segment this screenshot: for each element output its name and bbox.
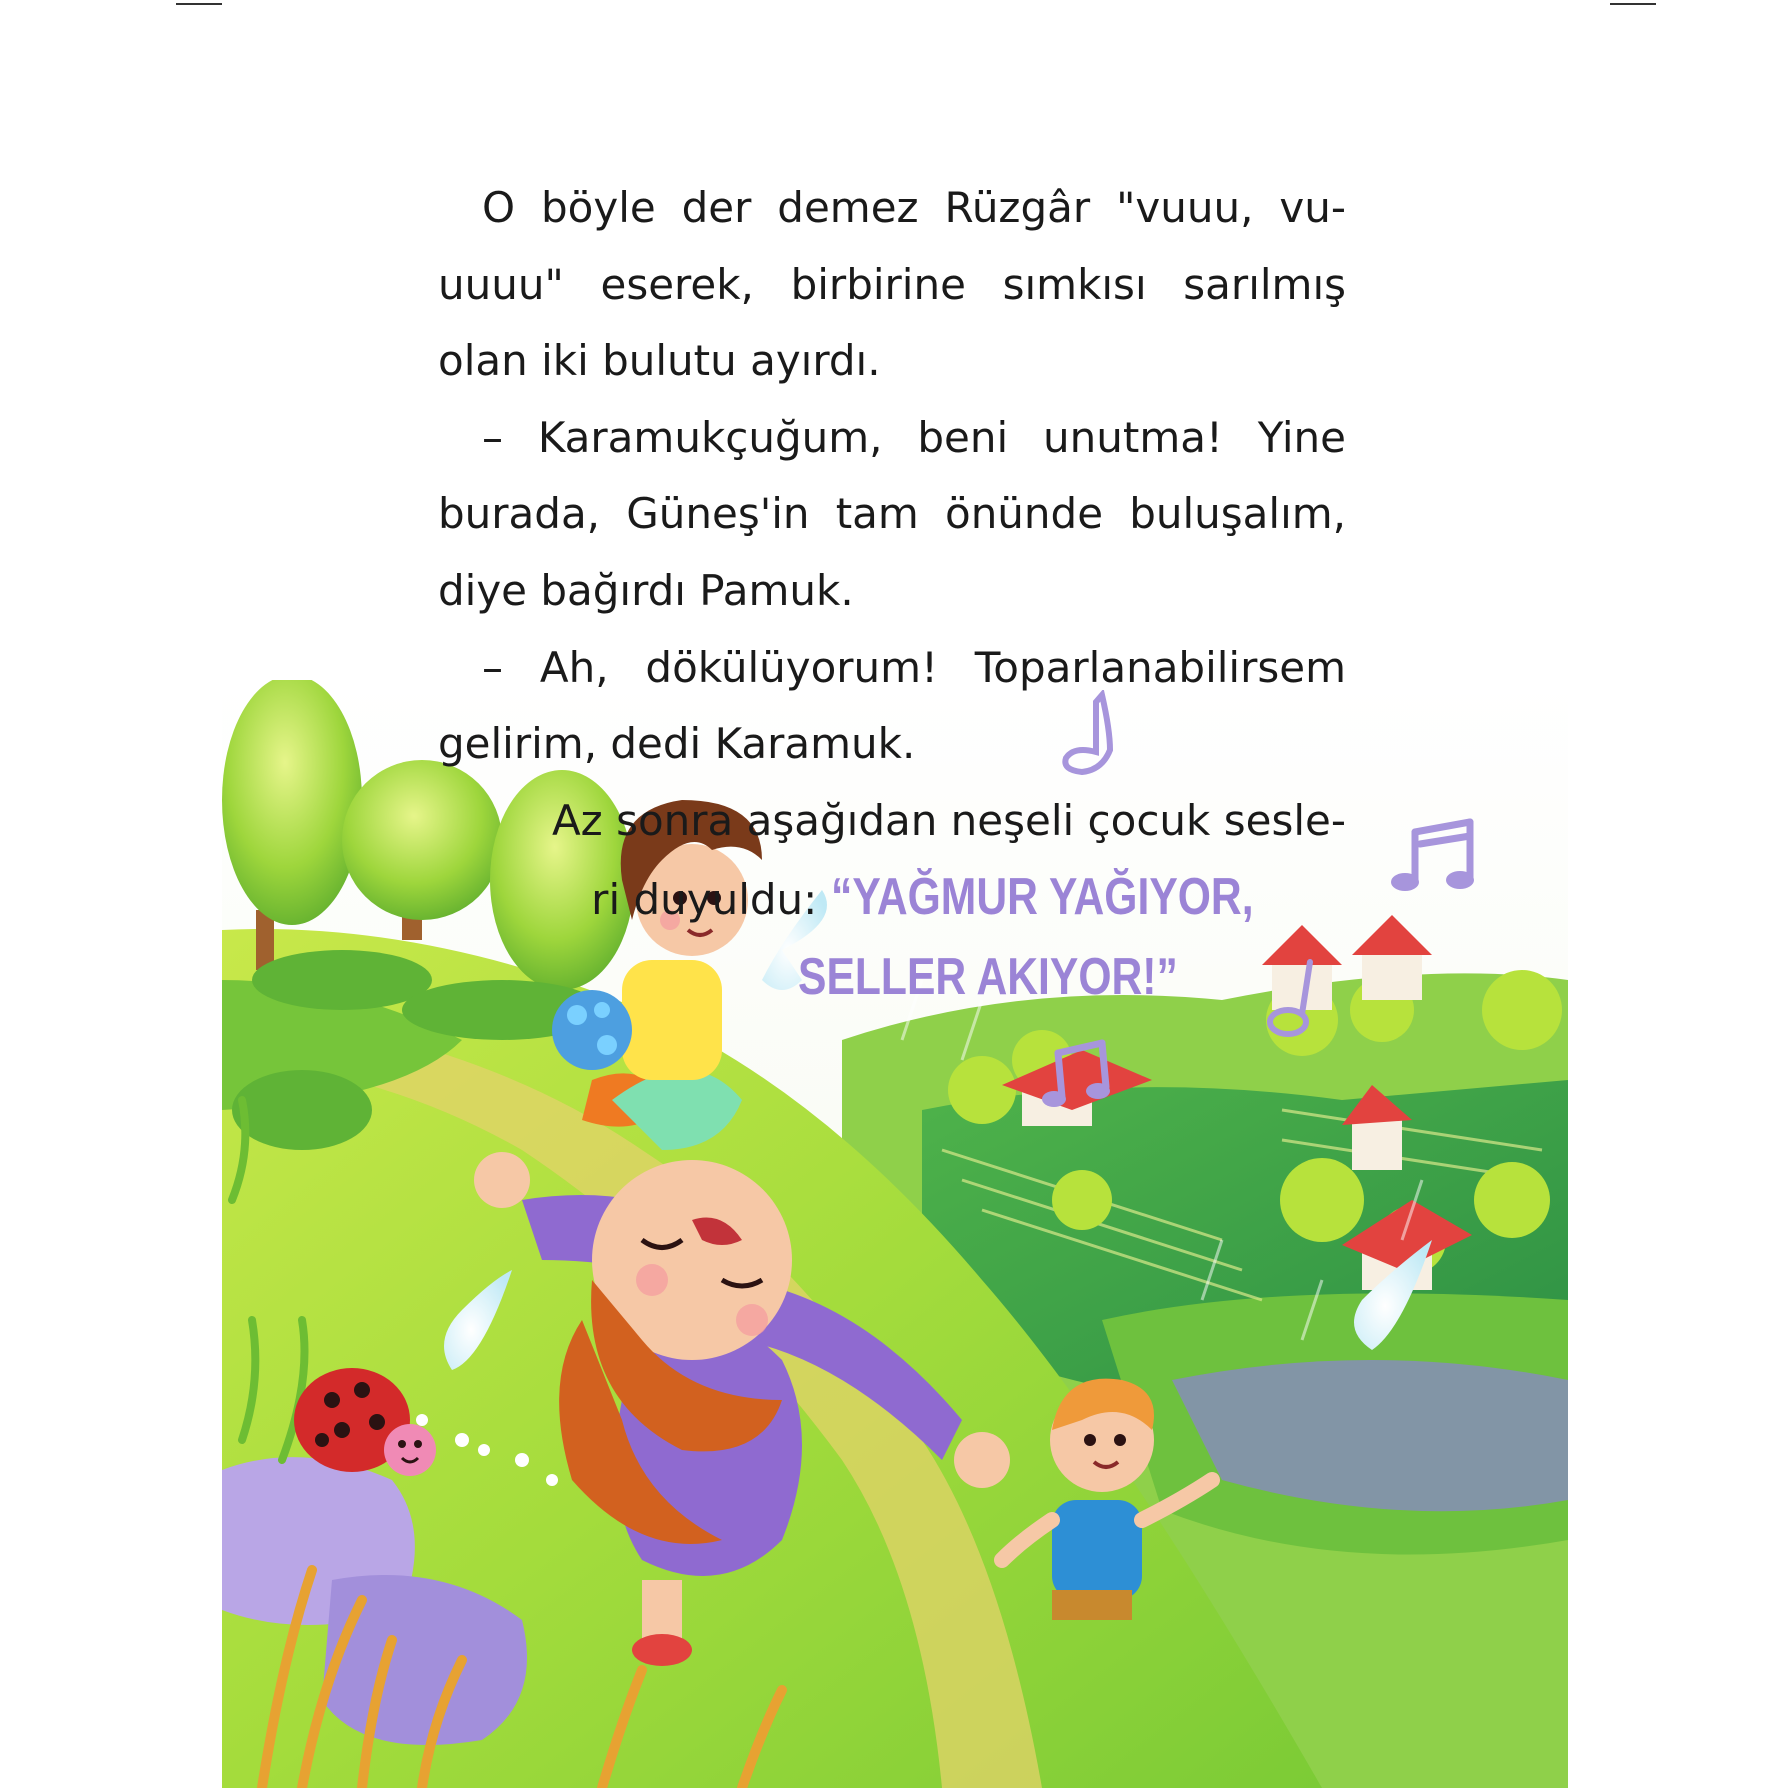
song-line-2-row: [438, 939, 1346, 1019]
story-paragraph-4-text: Az sonra aşağıdan neşeli çocuk sesle-: [551, 795, 1346, 845]
story-paragraph-4-line-1: [438, 783, 1346, 860]
story-paragraph-2: – Karamukçuğum, beni unutma! Yine burada, Güneş'in tam önünde buluşalım, diye bağırdı Pamuk.: [438, 412, 1346, 615]
music-note-icon: [1258, 958, 1322, 1042]
song-line-2: SELLER AKIYOR!”: [798, 947, 1178, 1006]
story-paragraph-4-prefix: ri duyuldu:: [591, 875, 818, 925]
story-paragraph-4-line-2: [438, 859, 1346, 939]
music-note-icon: [1052, 690, 1124, 780]
double-music-note-icon: [1390, 812, 1490, 912]
double-music-note-icon: [1040, 1035, 1120, 1117]
story-text: [438, 170, 1346, 1019]
song-line-1: “YAĞMUR YAĞIYOR,: [830, 868, 1254, 927]
crop-mark-left: [176, 3, 222, 5]
crop-mark-right: [1610, 3, 1656, 5]
story-paragraph-3: – Ah, dökülüyorum! Toparlanabilirsem gelirim, dedi Karamuk.: [438, 642, 1346, 769]
story-paragraph-1: O böyle der demez Rüzgâr "vuuu, vu-uuuu" eserek, birbirine sımkısı sarılmış olan iki bulutu ayırdı.: [438, 183, 1346, 386]
